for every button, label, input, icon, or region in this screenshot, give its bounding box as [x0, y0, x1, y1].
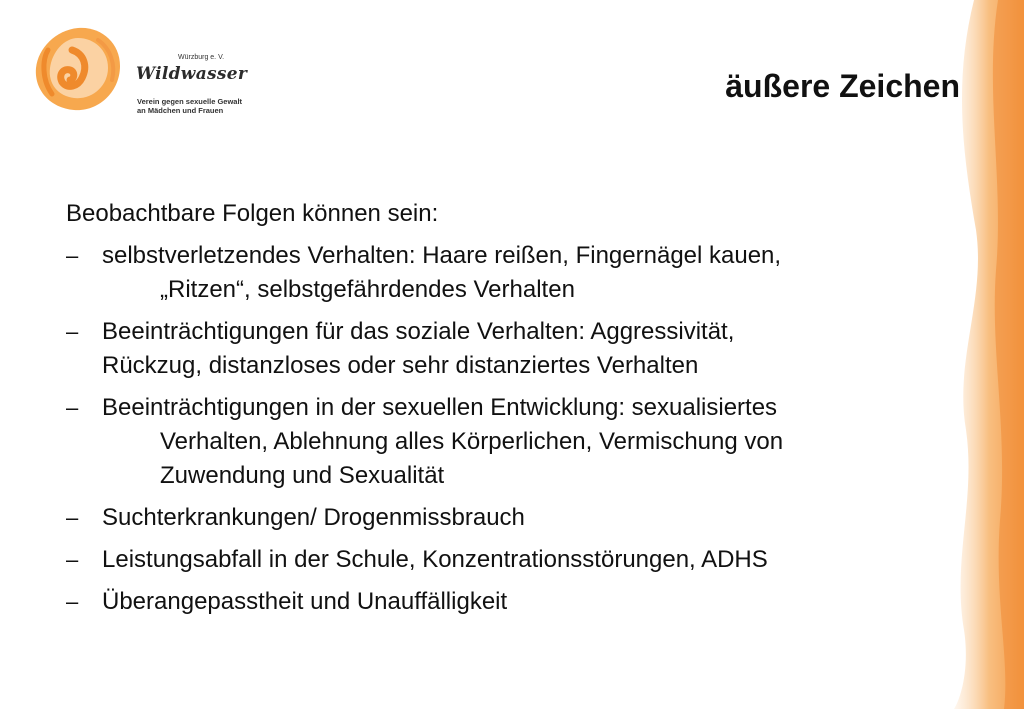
bullet-text-continuation: Zuwendung und Sexualität [160, 462, 445, 489]
logo-tagline-line-1: Verein gegen sexuelle Gewalt [137, 97, 243, 106]
intro-text: Beobachtbare Folgen können sein: [66, 200, 439, 227]
bullet-list [66, 239, 936, 619]
bullet-item [66, 239, 936, 307]
bullet-text: Überangepasstheit und Unauffälligkeit [102, 588, 508, 615]
logo-tagline [137, 97, 242, 115]
bullet-text: Beeinträchtigungen in der sexuellen Entwicklung: sexualisiertes [102, 394, 778, 421]
logo-tagline-line-2: an Mädchen und Frauen [137, 106, 224, 115]
bullet-item [66, 585, 936, 619]
bullet-text: selbstverletzendes Verhalten: Haare reißen, Fingernägel kauen, [102, 242, 782, 269]
dash-bullet-icon: – [66, 243, 79, 268]
dash-bullet-icon: – [66, 589, 79, 614]
dash-bullet-icon: – [66, 319, 79, 344]
logo-wordmark: Wildwasser [136, 64, 248, 84]
wildwasser-logo [28, 20, 248, 120]
bullet-item [66, 315, 936, 383]
bullet-text-continuation: Rückzug, distanzloses oder sehr distanziertes Verhalten [102, 352, 699, 379]
slide-body [66, 197, 936, 627]
orange-brush-flame-icon [28, 20, 128, 120]
dash-bullet-icon: – [66, 505, 79, 530]
dash-bullet-icon: – [66, 547, 79, 572]
bullet-text-continuation: „Ritzen“, selbstgefährdendes Verhalten [160, 276, 575, 303]
dash-bullet-icon: – [66, 395, 79, 420]
bullet-text: Leistungsabfall in der Schule, Konzentrationsstörungen, ADHS [102, 546, 768, 573]
logo-location: Würzburg e. V. [178, 54, 225, 61]
bullet-text: Suchterkrankungen/ Drogenmissbrauch [102, 504, 525, 531]
bullet-item [66, 501, 936, 535]
bullet-item [66, 543, 936, 577]
slide-title: äußere Zeichen [725, 68, 960, 104]
bullet-text-continuation: Verhalten, Ablehnung alles Körperlichen, Vermischung von [160, 428, 784, 455]
bullet-item [66, 391, 936, 493]
bullet-text: Beeinträchtigungen für das soziale Verhalten: Aggressivität, [102, 318, 735, 345]
